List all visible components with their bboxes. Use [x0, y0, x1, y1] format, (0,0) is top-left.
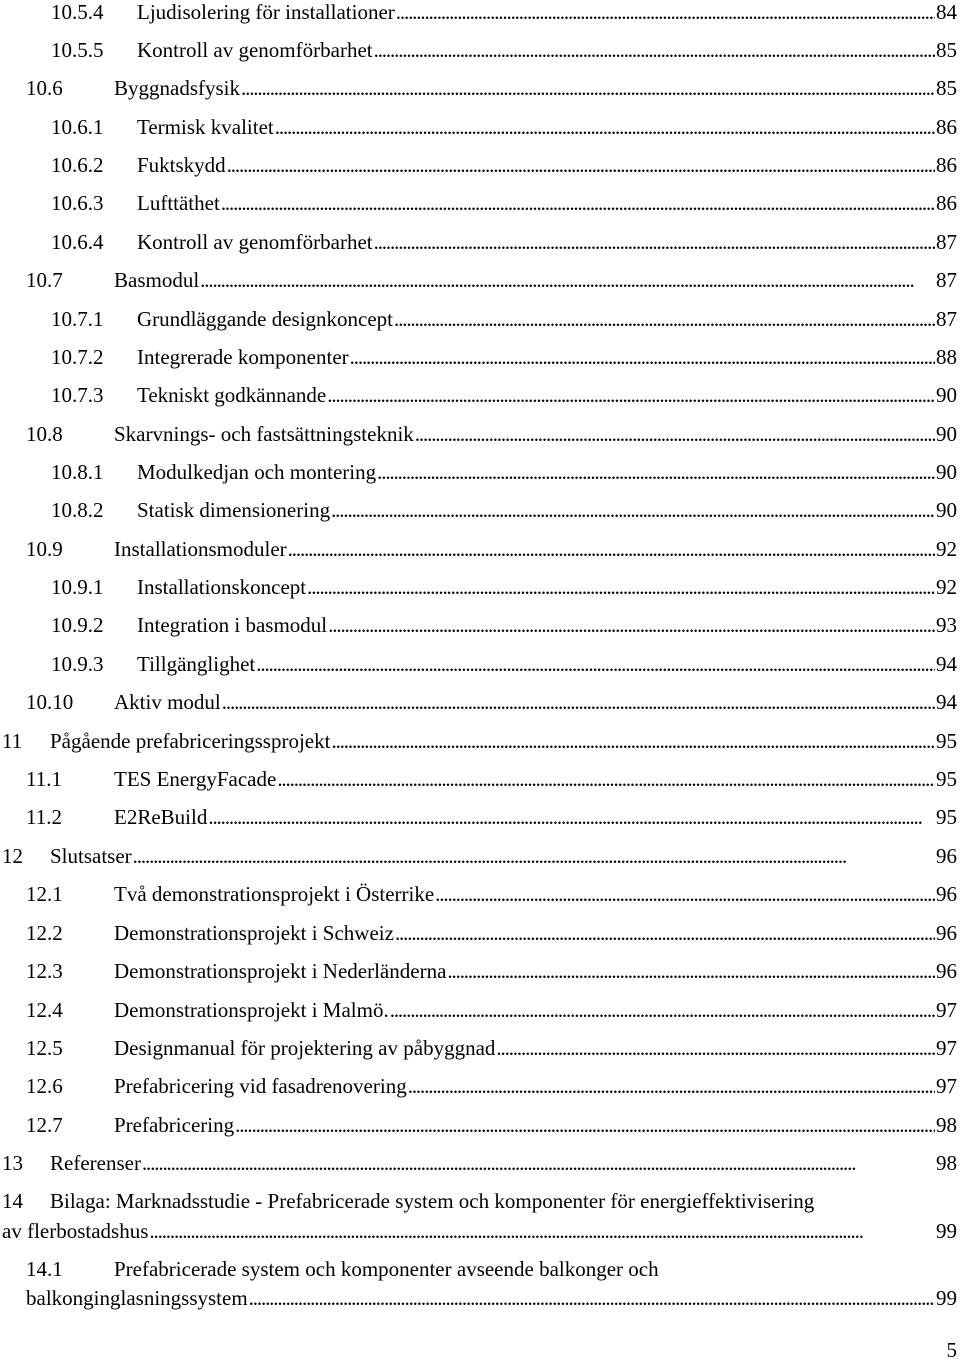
dot-leader: [374, 228, 935, 256]
toc-entry-title: Demonstrationsprojekt i Malmö.: [114, 998, 389, 1022]
dot-leader: [496, 1034, 935, 1062]
dot-leader: [275, 113, 935, 141]
toc-entry-title-line-2: av flerbostadshus: [2, 1219, 149, 1243]
toc-entry-title: Fuktskydd: [137, 153, 226, 177]
toc-entry-number: 10.6.1: [51, 115, 104, 139]
toc-entry-title: Integrerade komponenter: [137, 345, 349, 369]
toc-entry-page: 88: [936, 345, 957, 369]
toc-entry-title: Lufttäthet: [137, 191, 220, 215]
toc-entry-page: 97: [936, 1036, 957, 1060]
toc-entry-title: Installationskoncept: [137, 575, 307, 599]
toc-entry-title: Grundläggande designkoncept: [137, 307, 394, 331]
dot-leader: [277, 765, 935, 793]
toc-entry-number: 10.10: [26, 690, 74, 714]
dot-leader: [377, 458, 935, 486]
toc-entry-number: 12.4: [26, 998, 63, 1022]
toc-entry[interactable]: [0, 650, 960, 678]
dot-leader: [447, 957, 935, 985]
toc-entry[interactable]: [0, 996, 960, 1024]
toc-entry-number: 11: [2, 729, 23, 753]
toc-entry[interactable]: [0, 0, 960, 26]
toc-entry-title: Slutsatser: [50, 844, 132, 868]
dot-leader: [200, 266, 935, 294]
toc-entry-title: Kontroll av genomförbarhet: [137, 230, 373, 254]
toc-entry-page: 85: [936, 38, 957, 62]
toc-entry[interactable]: [0, 573, 960, 601]
toc-entry-title-line-1: Prefabricerade system och komponenter avseende balkonger och: [114, 1257, 659, 1281]
toc-entry-page: 97: [936, 998, 957, 1022]
dot-leader: [390, 996, 935, 1024]
toc-entry-number: 10.6.4: [51, 230, 104, 254]
toc-entry-number: 10.5.5: [51, 38, 104, 62]
toc-entry-number: 14: [2, 1189, 23, 1213]
toc-entry-page: 86: [936, 191, 957, 215]
toc-entry-title: Termisk kvalitet: [137, 115, 274, 139]
dot-leader: [133, 842, 935, 870]
dot-leader: [222, 688, 935, 716]
toc-entry-page: 92: [936, 575, 957, 599]
dot-leader: [241, 74, 935, 102]
toc-entry[interactable]: [0, 151, 960, 179]
toc-entry-title-line-1: Bilaga: Marknadsstudie - Prefabricerade system och komponenter för energieffektivisering: [50, 1189, 815, 1213]
toc-entry-page: 92: [936, 537, 957, 561]
dot-leader: [221, 189, 935, 217]
toc-entry-number: 12.1: [26, 882, 63, 906]
toc-entry[interactable]: [0, 113, 960, 141]
toc-entry[interactable]: [0, 727, 960, 755]
toc-entry[interactable]: [0, 1072, 960, 1100]
toc-entry-title: Demonstrationsprojekt i Schweiz: [114, 921, 394, 945]
toc-entry[interactable]: [0, 266, 960, 294]
toc-entry[interactable]: [0, 611, 960, 639]
toc-entry-page: 90: [936, 498, 957, 522]
toc-entry-number: 10.7: [26, 268, 63, 292]
toc-entry-title: Basmodul: [114, 268, 200, 292]
toc-entry-page: 96: [936, 921, 957, 945]
toc-entry-number: 10.8.2: [51, 498, 104, 522]
dot-leader: [415, 420, 935, 448]
dot-leader: [227, 151, 935, 179]
toc-entry-title: Designmanual för projektering av påbyggnad: [114, 1036, 496, 1060]
toc-entry-page: 86: [936, 115, 957, 139]
toc-entry-page: 90: [936, 383, 957, 407]
toc-entry-title: Demonstrationsprojekt i Nederländerna: [114, 959, 447, 983]
toc-entry-page: 97: [936, 1074, 957, 1098]
toc-entry-number: 10.6: [26, 76, 63, 100]
toc-entry-title: Tekniskt godkännande: [137, 383, 327, 407]
toc-entry-title: Pågående prefabriceringssprojekt: [50, 729, 331, 753]
toc-entry-number: 14.1: [26, 1257, 63, 1281]
toc-entry[interactable]: [0, 1034, 960, 1062]
toc-entry-page: 95: [936, 805, 957, 829]
toc-entry-number: 10.8.1: [51, 460, 104, 484]
toc-entry-number: 10.9.1: [51, 575, 104, 599]
dot-leader: [149, 1217, 935, 1245]
toc-entry-title: Modulkedjan och montering: [137, 460, 377, 484]
toc-entry[interactable]: [0, 189, 960, 217]
toc-entry-title: Statisk dimensionering: [137, 498, 331, 522]
dot-leader: [395, 919, 935, 947]
toc-entry-title: Prefabricering vid fasadrenovering: [114, 1074, 407, 1098]
dot-leader: [256, 650, 935, 678]
toc-entry-page: 96: [936, 882, 957, 906]
toc-entry-number: 10.5.4: [51, 0, 104, 24]
toc-entry[interactable]: [0, 803, 960, 831]
toc-entry-page: 94: [936, 652, 957, 676]
dot-leader: [396, 0, 935, 26]
toc-entry-number: 12.6: [26, 1074, 63, 1098]
toc-entry-title: Två demonstrationsprojekt i Österrike: [114, 882, 435, 906]
toc-entry-number: 10.9: [26, 537, 63, 561]
toc-entry-number: 10.7.2: [51, 345, 104, 369]
toc-entry-page: 96: [936, 959, 957, 983]
toc-entry-page: 93: [936, 613, 957, 637]
toc-entry-title: Referenser: [50, 1151, 141, 1175]
toc-entry-title: Aktiv modul: [114, 690, 221, 714]
toc-entry-page: 98: [936, 1113, 957, 1137]
page-number: 5: [946, 1338, 957, 1362]
toc-entry-title: E2ReBuild: [114, 805, 208, 829]
toc-entry-title: Integration i basmodul: [137, 613, 328, 637]
toc-entry[interactable]: [0, 688, 960, 716]
toc-entry-title-line-2: balkonginglasningssystem: [26, 1286, 248, 1310]
toc-entry-title: Installationsmoduler: [114, 537, 287, 561]
toc-entry-number: 11.2: [26, 805, 62, 829]
toc-entry[interactable]: [0, 74, 960, 102]
toc-entry-page: 87: [936, 268, 957, 292]
dot-leader: [394, 305, 935, 333]
dot-leader: [307, 573, 935, 601]
toc-entry-page: 99: [936, 1286, 957, 1310]
toc-entry-page: 85: [936, 76, 957, 100]
toc-entry-page: 84: [936, 0, 957, 24]
dot-leader: [328, 611, 935, 639]
toc-entry-number: 10.7.3: [51, 383, 104, 407]
toc-entry[interactable]: [0, 381, 960, 409]
toc-entry[interactable]: [0, 36, 960, 64]
dot-leader: [208, 803, 935, 831]
toc-entry-number: 10.9.3: [51, 652, 104, 676]
dot-leader: [142, 1149, 935, 1177]
toc-entry-number: 12.5: [26, 1036, 63, 1060]
toc-entry-number: 12: [2, 844, 23, 868]
toc-entry-number: 10.6.2: [51, 153, 104, 177]
toc-entry-page: 95: [936, 729, 957, 753]
toc-entry-title: Kontroll av genomförbarhet: [137, 38, 373, 62]
toc-entry[interactable]: [0, 420, 960, 448]
toc-entry-number: 10.6.3: [51, 191, 104, 215]
toc-entry[interactable]: [0, 305, 960, 333]
toc-entry-page: 86: [936, 153, 957, 177]
toc-entry-title: Tillgänglighet: [137, 652, 256, 676]
toc-entry[interactable]: [0, 1111, 960, 1139]
toc-entry-number: 12.2: [26, 921, 63, 945]
toc-entry-title: Ljudisolering för installationer: [137, 0, 395, 24]
dot-leader: [288, 535, 935, 563]
toc-entry[interactable]: [0, 957, 960, 985]
toc-entry-page: 98: [936, 1151, 957, 1175]
toc-entry-number: 10.9.2: [51, 613, 104, 637]
toc-entry[interactable]: [0, 880, 960, 908]
toc-entry-page: 99: [936, 1219, 957, 1243]
toc-entry[interactable]: [0, 343, 960, 371]
toc-entry-title: Byggnadsfysik: [114, 76, 240, 100]
toc-entry[interactable]: [0, 535, 960, 563]
toc-entry-number: 11.1: [26, 767, 62, 791]
toc-entry-page: 95: [936, 767, 957, 791]
toc-entry[interactable]: [0, 842, 960, 870]
dot-leader: [350, 343, 935, 371]
toc-entry-title: TES EnergyFacade: [114, 767, 277, 791]
toc-entry-number: 10.8: [26, 422, 63, 446]
toc-entry[interactable]: [0, 228, 960, 256]
toc-entry-number: 13: [2, 1151, 23, 1175]
toc-entry-number: 12.7: [26, 1113, 63, 1137]
dot-leader: [249, 1284, 935, 1312]
toc-entry[interactable]: [0, 1149, 960, 1177]
toc-entry[interactable]: [0, 919, 960, 947]
dot-leader: [235, 1111, 935, 1139]
toc-entry-number: 12.3: [26, 959, 63, 983]
dot-leader: [331, 496, 935, 524]
dot-leader: [374, 36, 935, 64]
toc-entry-page: 94: [936, 690, 957, 714]
toc-entry[interactable]: [0, 765, 960, 793]
toc-entry-number: 10.7.1: [51, 307, 104, 331]
toc-entry-title: Prefabricering: [114, 1113, 235, 1137]
dot-leader: [327, 381, 935, 409]
dot-leader: [408, 1072, 935, 1100]
toc-entry-page: 87: [936, 307, 957, 331]
toc-entry[interactable]: [0, 458, 960, 486]
toc-entry-page: 90: [936, 422, 957, 446]
dot-leader: [331, 727, 935, 755]
toc-entry-page: 87: [936, 230, 957, 254]
toc-entry[interactable]: [0, 496, 960, 524]
toc-entry-page: 96: [936, 844, 957, 868]
toc-entry-page: 90: [936, 460, 957, 484]
dot-leader: [435, 880, 935, 908]
toc-entry-title: Skarvnings- och fastsättningsteknik: [114, 422, 414, 446]
